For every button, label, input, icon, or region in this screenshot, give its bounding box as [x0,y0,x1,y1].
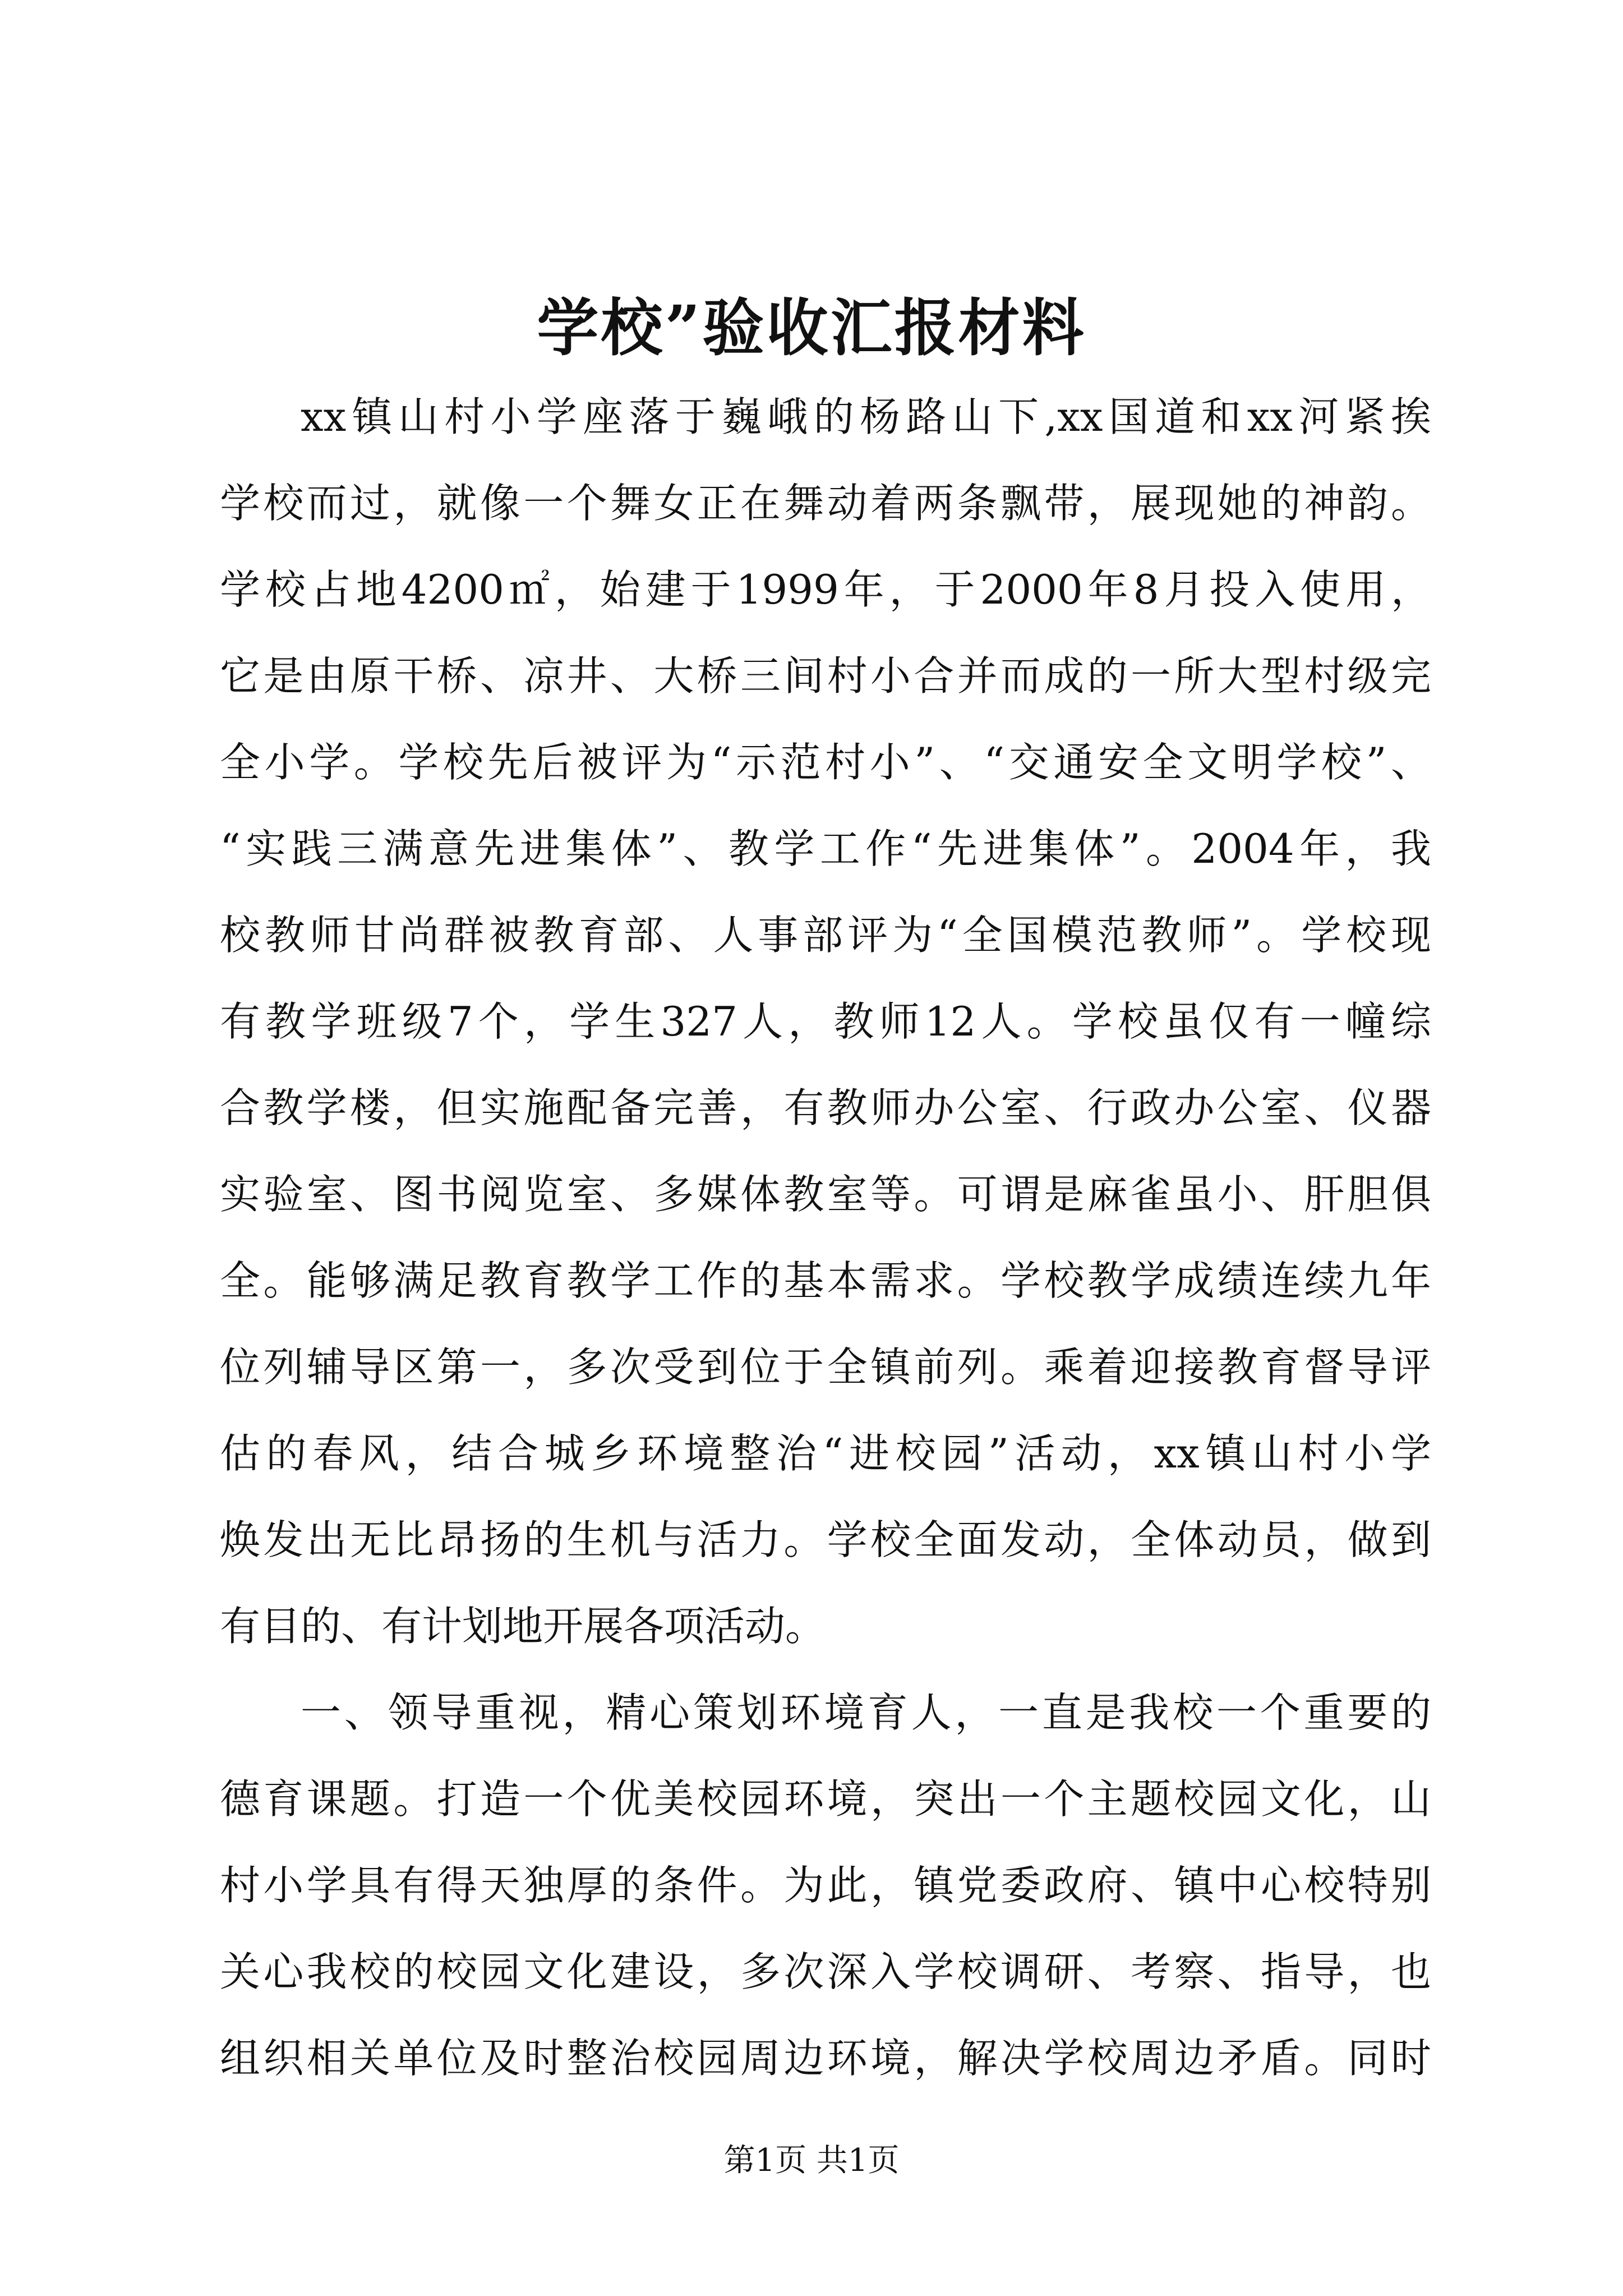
body-line: 学校占地4200㎡，始建于1999年，于2000年8月投入使用， [220,566,1431,613]
body-line: 全。能够满足教育教学工作的基本需求。学校教学成绩连续九年 [220,1257,1431,1304]
body-line: “实践三满意先进集体”、教学工作“先进集体”。2004年，我 [220,825,1431,872]
body-line: 全小学。学校先后被评为“示范村小”、“交通安全文明学校”、 [220,739,1431,786]
body-line: 它是由原干桥、凉井、大桥三间村小合并而成的一所大型村级完 [220,652,1431,700]
body-line: 位列辅导区第一，多次受到位于全镇前列。乘着迎接教育督导评 [220,1343,1431,1391]
body-line: 合教学楼，但实施配备完善，有教师办公室、行政办公室、仪器 [220,1084,1431,1131]
body-line: 焕发出无比昂扬的生机与活力。学校全面发动，全体动员，做到 [220,1516,1431,1563]
body-line: 关心我校的校园文化建设，多次深入学校调研、考察、指导，也 [220,1948,1431,1995]
page-number: 第1页 共1页 [723,2142,900,2179]
body-line: 一、领导重视，精心策划环境育人，一直是我校一个重要的 [301,1689,1431,1736]
document-title: 学校”验收汇报材料 [537,292,1086,364]
body-line: xx镇山村小学座落于巍峨的杨路山下,xx国道和xx河紧挨 [301,393,1431,440]
body-line: 组织相关单位及时整治校园周边环境，解决学校周边矛盾。同时 [220,2035,1431,2082]
body-line: 估的春风，结合城乡环境整治“进校园”活动，xx镇山村小学 [220,1430,1431,1477]
body-line: 校教师甘尚群被教育部、人事部评为“全国模范教师”。学校现 [220,912,1431,959]
body-line: 有目的、有计划地开展各项活动。 [220,1603,826,1650]
body-line: 学校而过，就像一个舞女正在舞动着两条飘带，展现她的神韵。 [220,480,1431,527]
body-line: 实验室、图书阅览室、多媒体教室等。可谓是麻雀虽小、肝胆俱 [220,1171,1431,1218]
body-line: 有教学班级7个，学生327人，教师12人。学校虽仅有一幢综 [220,998,1431,1045]
body-line: 村小学具有得天独厚的条件。为此，镇党委政府、镇中心校特别 [220,1862,1431,1909]
body-line: 德育课题。打造一个优美校园环境，突出一个主题校园文化，山 [220,1775,1431,1823]
